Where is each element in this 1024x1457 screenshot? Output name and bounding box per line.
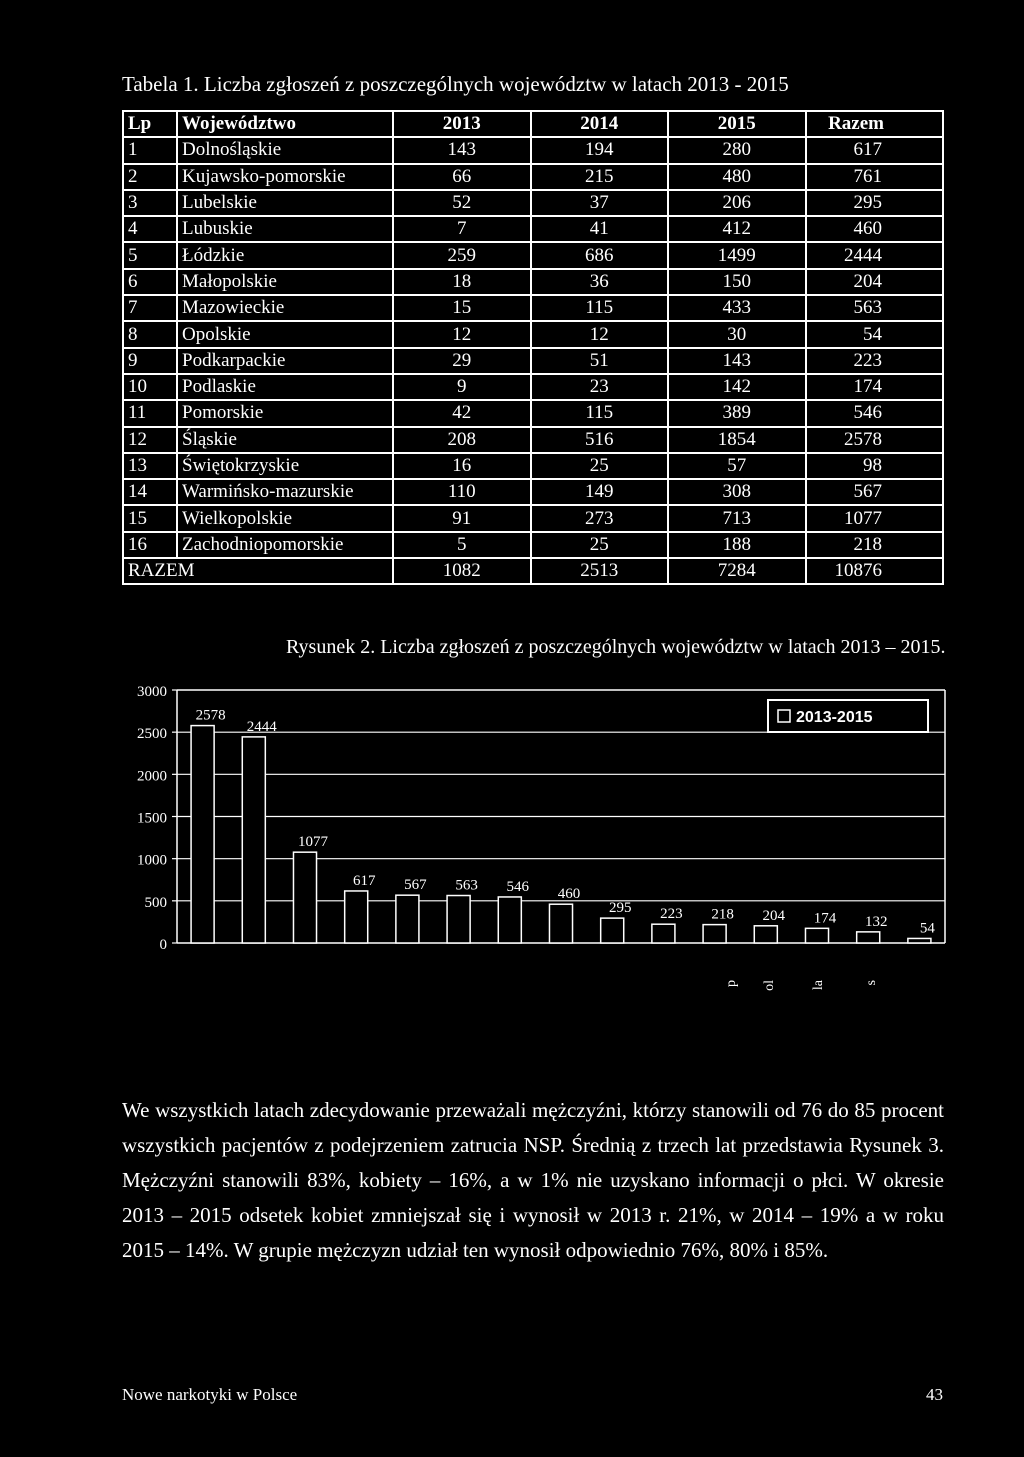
cell-2014: 115 [531,400,669,426]
total-2015: 7284 [668,558,806,584]
cell-2015: 188 [668,532,806,558]
cell-2014: 194 [531,137,669,163]
bar [447,896,470,943]
bar [191,726,214,943]
cell-2015: 1499 [668,242,806,268]
body-paragraph: We wszystkich latach zdecydowanie przeważali mężczyźni, którzy stanowili od 76 do 85 procent wszystkich pacjentów z podejrzeniem zatrucia NSP. Średnią z trzech lat przedstawia Rysunek 3. Mężczyźni stanowili 83%, kobiety – 16%, a w 1% nie uzyskano informacji o płci. W okresie 2013 – 2015 odsetek kobiet zmniejszał się i wynosił w 2013 r. 21%, w 2014 – 19% a w roku 2015 – 14%. W grupie mężczyzn udział ten wynosił odpowiednio 76%, 80% i 85%. [122,1098,944,1262]
cell-2014: 25 [531,453,669,479]
cell-total: 563 [806,295,944,321]
cell-2015: 412 [668,216,806,242]
header-2014: 2014 [531,111,669,137]
cell-2013: 110 [393,479,531,505]
cell-total: 204 [806,269,944,295]
cell-2013: 143 [393,137,531,163]
figure-caption: Rysunek 2. Liczba zgłoszeń z poszczególnych województw w latach 2013 – 2015. [286,636,946,658]
header-total: Razem [806,111,944,137]
cell-2014: 41 [531,216,669,242]
header-2013: 2013 [393,111,531,137]
category-label: ol [762,980,777,991]
cell-2015: 389 [668,400,806,426]
cell-total: 223 [806,348,944,374]
category-label: la [811,980,826,991]
cell-lp: 12 [123,427,177,453]
table-caption: Tabela 1. Liczba zgłoszeń z poszczególnych województw w latach 2013 - 2015 [122,72,789,96]
y-tick-label: 500 [144,894,167,911]
cell-2015: 143 [668,348,806,374]
cell-2013: 15 [393,295,531,321]
cell-2015: 206 [668,190,806,216]
data-label: 54 [919,920,935,937]
data-label: 460 [557,886,581,903]
data-label: 2578 [195,707,226,724]
cell-2015: 480 [668,164,806,190]
bar [293,852,316,943]
data-label: 204 [762,907,786,924]
cell-2015: 142 [668,374,806,400]
bar [396,895,419,943]
cell-lp: 9 [123,348,177,374]
cell-lp: 1 [123,137,177,163]
total-label: RAZEM [123,558,393,584]
cell-2013: 29 [393,348,531,374]
cell-2013: 9 [393,374,531,400]
bar [242,737,265,943]
cell-total: 460 [806,216,944,242]
cell-voivodeship: Łódzkie [177,242,393,268]
cell-voivodeship: Świętokrzyskie [177,453,393,479]
cell-2014: 516 [531,427,669,453]
cell-total: 1077 [806,505,944,531]
category-label: s [864,980,879,986]
cell-2014: 23 [531,374,669,400]
cell-voivodeship: Opolskie [177,321,393,347]
cell-voivodeship: Zachodniopomorskie [177,532,393,558]
bar [754,926,777,943]
cell-2013: 12 [393,321,531,347]
cell-2013: 5 [393,532,531,558]
bar [549,904,572,943]
total-sum: 10876 [806,558,944,584]
bar [652,924,675,943]
bar [908,938,931,943]
cell-voivodeship: Warmińsko-mazurskie [177,479,393,505]
cell-total: 761 [806,164,944,190]
cell-2014: 25 [531,532,669,558]
cell-lp: 10 [123,374,177,400]
cell-2014: 686 [531,242,669,268]
cell-2013: 208 [393,427,531,453]
cell-2015: 713 [668,505,806,531]
y-tick-label: 2000 [137,768,167,785]
cell-lp: 11 [123,400,177,426]
y-tick-label: 0 [159,937,167,953]
cell-lp: 4 [123,216,177,242]
cell-total: 617 [806,137,944,163]
data-label: 174 [813,910,837,927]
page-number: 43 [926,1385,943,1404]
cell-2015: 30 [668,321,806,347]
cell-2013: 42 [393,400,531,426]
cell-total: 98 [806,453,944,479]
cell-total: 2578 [806,427,944,453]
cell-lp: 2 [123,164,177,190]
cell-voivodeship: Lubuskie [177,216,393,242]
cell-lp: 5 [123,242,177,268]
cell-2014: 273 [531,505,669,531]
cell-2013: 259 [393,242,531,268]
data-label: 132 [864,913,888,930]
data-label: 1077 [298,834,328,851]
y-tick-label: 1500 [137,810,167,827]
bar [601,918,624,943]
y-tick-label: 2500 [137,726,167,743]
cell-2013: 66 [393,164,531,190]
header-voivodeship: Województwo [177,111,393,137]
cell-voivodeship: Podlaskie [177,374,393,400]
cell-2014: 12 [531,321,669,347]
cell-2015: 280 [668,137,806,163]
cell-voivodeship: Małopolskie [177,269,393,295]
cell-voivodeship: Mazowieckie [177,295,393,321]
cell-2015: 150 [668,269,806,295]
cell-total: 218 [806,532,944,558]
cell-total: 567 [806,479,944,505]
data-label: 567 [404,877,427,894]
cell-voivodeship: Wielkopolskie [177,505,393,531]
data-label: 563 [455,877,478,894]
cell-2014: 215 [531,164,669,190]
cell-total: 174 [806,374,944,400]
bar [498,897,521,943]
cell-lp: 8 [123,321,177,347]
cell-lp: 6 [123,269,177,295]
bar [857,932,880,943]
cell-2015: 1854 [668,427,806,453]
cell-total: 295 [806,190,944,216]
data-label: 546 [506,878,530,895]
header-2015: 2015 [668,111,806,137]
cell-total: 2444 [806,242,944,268]
cell-lp: 14 [123,479,177,505]
cell-2013: 91 [393,505,531,531]
y-tick-label: 3000 [137,684,167,700]
cell-voivodeship: Kujawsko-pomorskie [177,164,393,190]
cell-2014: 115 [531,295,669,321]
cell-voivodeship: Pomorskie [177,400,393,426]
bar [805,928,828,943]
cell-lp: 7 [123,295,177,321]
data-label: 295 [608,900,632,917]
bar [703,925,726,943]
total-2014: 2513 [531,558,669,584]
y-tick-label: 1000 [137,852,167,869]
cell-2015: 308 [668,479,806,505]
cell-2013: 7 [393,216,531,242]
cell-lp: 15 [123,505,177,531]
data-label: 218 [711,906,734,923]
cell-2013: 16 [393,453,531,479]
cell-2014: 51 [531,348,669,374]
bar [345,891,368,943]
cell-total: 546 [806,400,944,426]
legend-swatch [778,710,790,722]
cell-total: 54 [806,321,944,347]
cell-voivodeship: Dolnośląskie [177,137,393,163]
footer-title: Nowe narkotyki w Polsce [122,1385,298,1404]
data-label: 2444 [246,718,277,735]
header-lp: Lp [123,111,177,137]
cell-voivodeship: Lubelskie [177,190,393,216]
cell-2014: 149 [531,479,669,505]
data-label: 223 [660,906,683,923]
data-label: 617 [352,872,376,889]
cell-2014: 37 [531,190,669,216]
cell-2015: 57 [668,453,806,479]
cell-lp: 13 [123,453,177,479]
total-2013: 1082 [393,558,531,584]
cell-lp: 3 [123,190,177,216]
category-label: p [724,980,739,987]
cell-voivodeship: Śląskie [177,427,393,453]
cell-2013: 18 [393,269,531,295]
cell-2015: 433 [668,295,806,321]
legend-label: 2013-2015 [796,709,873,726]
cell-voivodeship: Podkarpackie [177,348,393,374]
cell-lp: 16 [123,532,177,558]
cell-2014: 36 [531,269,669,295]
cell-2013: 52 [393,190,531,216]
